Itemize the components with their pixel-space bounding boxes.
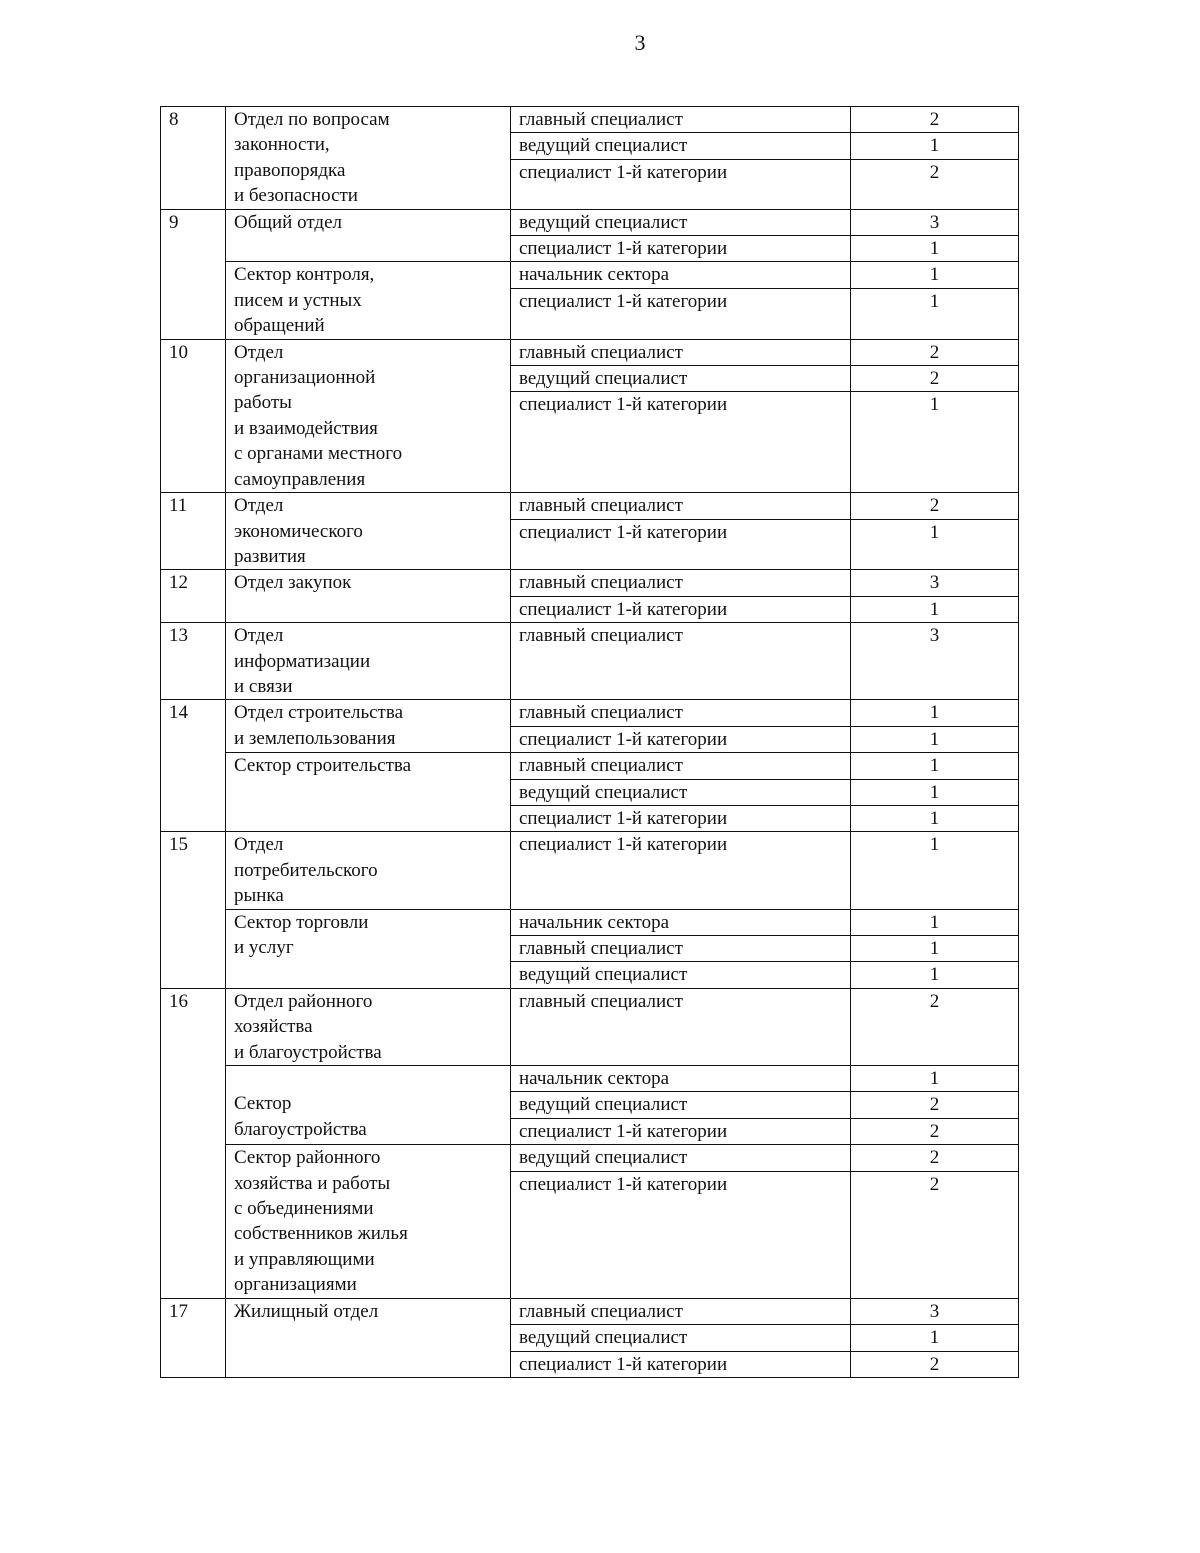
unit-name-line: Отдел строительства	[234, 702, 404, 724]
position-count: 2	[851, 1118, 1019, 1144]
group-number: 16	[161, 988, 226, 1298]
unit-name-line: потребительского	[234, 859, 378, 881]
unit-name-line: организациями	[234, 1274, 357, 1296]
position-count: 1	[851, 133, 1019, 159]
unit-name-line: Общий отдел	[234, 211, 342, 233]
unit-name-line: организационной	[234, 367, 376, 389]
unit-name-line: Отдел	[234, 834, 284, 856]
unit-name-line: Сектор	[234, 1093, 292, 1115]
group-number: 13	[161, 623, 226, 700]
unit-name	[226, 753, 511, 832]
group-number: 11	[161, 493, 226, 570]
unit-name-line: работы	[234, 392, 292, 414]
table-row	[161, 1298, 1019, 1324]
position-title: ведущий специалист	[511, 133, 851, 159]
unit-name-line: и безопасности	[234, 185, 358, 207]
position-count: 1	[851, 936, 1019, 962]
position-title: ведущий специалист	[511, 1145, 851, 1171]
unit-name-line: Сектор районного	[234, 1147, 381, 1169]
position-title: ведущий специалист	[511, 1325, 851, 1351]
table-row	[161, 209, 1019, 235]
unit-name-line: с объединениями	[234, 1198, 374, 1220]
position-title: ведущий специалист	[511, 1092, 851, 1118]
position-title: главный специалист	[511, 107, 851, 133]
unit-name-line: развития	[234, 545, 306, 567]
position-count: 2	[851, 1351, 1019, 1377]
position-count: 1	[851, 779, 1019, 805]
position-count: 1	[851, 1066, 1019, 1092]
position-title: специалист 1-й категории	[511, 236, 851, 262]
position-count: 2	[851, 493, 1019, 519]
position-title: специалист 1-й категории	[511, 519, 851, 570]
position-count: 1	[851, 700, 1019, 726]
unit-name-line: и услуг	[234, 937, 294, 958]
position-count: 2	[851, 1145, 1019, 1171]
position-title: ведущий специалист	[511, 366, 851, 392]
table-row	[161, 1066, 1019, 1092]
unit-name-line: законности,	[234, 134, 330, 156]
unit-name-line: Сектор контроля,	[234, 264, 375, 286]
position-count: 2	[851, 159, 1019, 209]
table-row	[161, 339, 1019, 365]
unit-name	[226, 623, 511, 700]
unit-name-line: самоуправления	[234, 468, 366, 490]
position-title: специалист 1-й категории	[511, 596, 851, 622]
position-title: главный специалист	[511, 700, 851, 726]
position-count: 1	[851, 805, 1019, 831]
table-row	[161, 570, 1019, 596]
unit-name-line: Сектор торговли	[234, 911, 369, 933]
unit-name	[226, 209, 511, 262]
position-count: 1	[851, 288, 1019, 339]
group-number: 12	[161, 570, 226, 623]
position-title: ведущий специалист	[511, 209, 851, 235]
position-title: главный специалист	[511, 493, 851, 519]
position-count: 3	[851, 570, 1019, 596]
position-title: ведущий специалист	[511, 779, 851, 805]
group-number: 8	[161, 107, 226, 210]
unit-name-line: Жилищный отдел	[234, 1300, 379, 1322]
position-title: главный специалист	[511, 753, 851, 779]
unit-name-line: Отдел закупок	[234, 572, 352, 594]
unit-name-line: хозяйства и работы	[234, 1172, 391, 1194]
table-row	[161, 909, 1019, 935]
unit-name-line: экономического	[234, 520, 363, 542]
table-row	[161, 700, 1019, 726]
unit-name-line: Отдел районного	[234, 990, 373, 1012]
position-title: специалист 1-й категории	[511, 1351, 851, 1377]
unit-name-line: Отдел	[234, 341, 284, 363]
table-row	[161, 1145, 1019, 1171]
unit-name	[226, 1298, 511, 1377]
position-count: 1	[851, 962, 1019, 988]
position-title: специалист 1-й категории	[511, 726, 851, 752]
position-title: начальник сектора	[511, 909, 851, 935]
position-title: начальник сектора	[511, 262, 851, 288]
unit-name	[226, 493, 511, 570]
group-number: 17	[161, 1298, 226, 1377]
position-count: 2	[851, 366, 1019, 392]
position-title: начальник сектора	[511, 1066, 851, 1092]
position-count: 1	[851, 726, 1019, 752]
unit-name	[226, 1066, 511, 1145]
unit-name-line: Отдел	[234, 495, 284, 517]
position-title: главный специалист	[511, 339, 851, 365]
unit-name-line: хозяйства	[234, 1016, 313, 1038]
staff-table-body	[161, 107, 1019, 1378]
position-title: специалист 1-й категории	[511, 805, 851, 831]
position-count: 1	[851, 262, 1019, 288]
position-title: специалист 1-й категории	[511, 1171, 851, 1298]
unit-name-line	[234, 1066, 502, 1091]
unit-name-line: и управляющими	[234, 1248, 375, 1270]
position-count: 1	[851, 832, 1019, 909]
position-title: главный специалист	[511, 623, 851, 700]
unit-name-line: Отдел по вопросам	[234, 109, 390, 130]
group-number: 9	[161, 209, 226, 339]
position-title: ведущий специалист	[511, 962, 851, 988]
position-count: 3	[851, 1298, 1019, 1324]
unit-name	[226, 909, 511, 988]
table-row	[161, 262, 1019, 288]
unit-name	[226, 339, 511, 492]
position-count: 2	[851, 1092, 1019, 1118]
position-count: 1	[851, 909, 1019, 935]
position-title: специалист 1-й категории	[511, 288, 851, 339]
unit-name-line: информатизации	[234, 650, 371, 672]
position-count: 3	[851, 209, 1019, 235]
position-count: 1	[851, 753, 1019, 779]
position-count: 2	[851, 1171, 1019, 1298]
unit-name-line: писем и устных	[234, 289, 362, 311]
table-row	[161, 107, 1019, 133]
position-count: 2	[851, 988, 1019, 1065]
position-count: 1	[851, 1325, 1019, 1351]
unit-name-line: с органами местного	[234, 443, 403, 465]
unit-name-line: благоустройства	[234, 1118, 367, 1140]
page-number: 3	[634, 30, 646, 55]
position-count: 2	[851, 107, 1019, 133]
table-row	[161, 493, 1019, 519]
position-count: 3	[851, 623, 1019, 700]
unit-name	[226, 700, 511, 753]
group-number: 14	[161, 700, 226, 832]
position-title: главный специалист	[511, 570, 851, 596]
table-row	[161, 753, 1019, 779]
unit-name-line: правопорядка	[234, 159, 346, 181]
unit-name-line: Сектор строительства	[234, 755, 412, 777]
position-title: специалист 1-й категории	[511, 1118, 851, 1144]
position-title: главный специалист	[511, 936, 851, 962]
unit-name-line: и связи	[234, 675, 293, 697]
position-title: главный специалист	[511, 1298, 851, 1324]
position-count: 1	[851, 236, 1019, 262]
unit-name	[226, 988, 511, 1065]
position-count: 1	[851, 392, 1019, 493]
unit-name-line: рынка	[234, 885, 284, 907]
position-title: специалист 1-й категории	[511, 832, 851, 909]
unit-name	[226, 1145, 511, 1298]
position-title: специалист 1-й категории	[511, 392, 851, 493]
unit-name-line: Отдел	[234, 625, 284, 647]
position-title: специалист 1-й категории	[511, 159, 851, 209]
unit-name	[226, 832, 511, 909]
unit-name-line: и взаимодействия	[234, 417, 378, 439]
position-count: 2	[851, 339, 1019, 365]
unit-name-line: и благоустройства	[234, 1041, 382, 1063]
group-number: 15	[161, 832, 226, 988]
position-count: 1	[851, 519, 1019, 570]
unit-name-line: обращений	[234, 315, 325, 337]
unit-name	[226, 262, 511, 339]
unit-name-line: и землепользования	[234, 727, 396, 749]
unit-name	[226, 570, 511, 623]
position-title: главный специалист	[511, 988, 851, 1065]
position-count: 1	[851, 596, 1019, 622]
unit-name	[226, 107, 511, 210]
unit-name-line: собственников жилья	[234, 1223, 408, 1245]
group-number: 10	[161, 339, 226, 492]
staff-table	[160, 106, 1019, 1378]
